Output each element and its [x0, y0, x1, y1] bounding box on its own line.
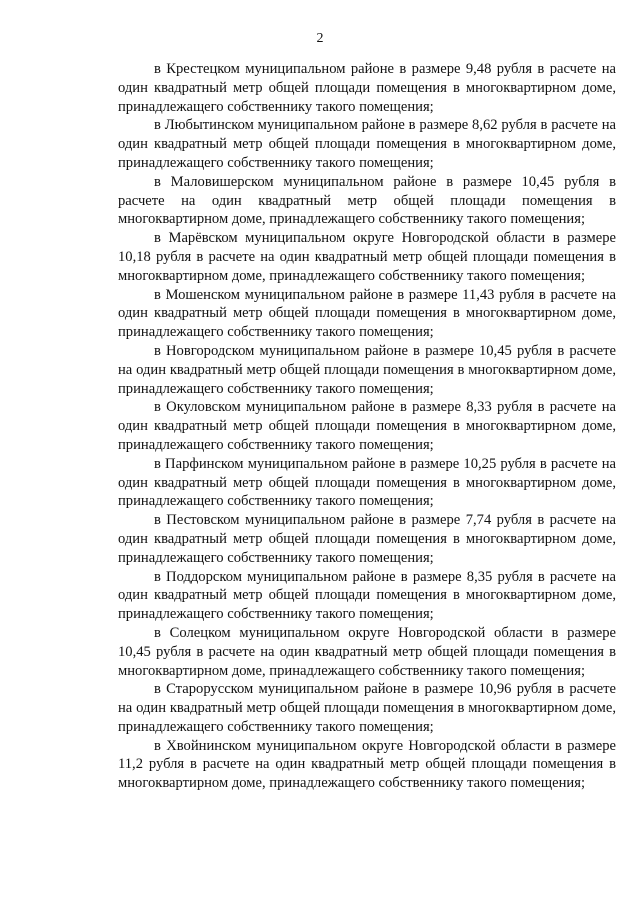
paragraph-moshensky: в Мошенском муниципальном районе в размере 11,43 рубля в расчете на один квадратный метр общей площади помещения в многоквартирном доме, принадлежащего собственнику такого помещения; — [118, 286, 616, 341]
paragraph-poddorsky: в Поддорском муниципальном районе в размере 8,35 рубля в расчете на один квадратный метр общей площади помещения в многоквартирном доме, принадлежащего собственнику такого помещения; — [118, 568, 616, 623]
paragraph-marevsky: в Марёвском муниципальном округе Новгородской области в размере 10,18 рубля в расчете на один квадратный метр общей площади помещения в многоквартирном доме, принадлежащего собственнику такого помещения; — [118, 230, 616, 284]
paragraph-lyubytinsky: в Любытинском муниципальном районе в размере 8,62 рубля в расчете на один квадратный метр общей площади помещения в многоквартирном доме, принадлежащего собственнику такого помещения; — [118, 117, 616, 171]
paragraph-novgorodsky: в Новгородском муниципальном районе в размере 10,45 рубля в расчете на один квадратный метр общей площади помещения в многоквартирном доме, принадлежащего собственнику такого помещения; — [118, 342, 616, 397]
paragraph-soletsky: в Солецком муниципальном округе Новгородской области в размере 10,45 рубля в расчете на один квадратный метр общей площади помещения в многоквартирном доме, принадлежащего собственнику такого помещения; — [118, 624, 616, 679]
document-body — [118, 60, 616, 793]
paragraph-krestetsky: в Крестецком муниципальном районе в размере 9,48 рубля в расчете на один квадратный метр общей площади помещения в многоквартирном доме, принадлежащего собственнику такого помещения; — [118, 61, 616, 115]
paragraph-malovishersky: в Маловишерском муниципальном районе в размере 10,45 рубля в расчете на один квадратный метр общей площади помещения в многоквартирном доме, принадлежащего собственнику такого помещения; — [118, 173, 616, 228]
paragraph-pestovsky: в Пестовском муниципальном районе в размере 7,74 рубля в расчете на один квадратный метр общей площади помещения в многоквартирном доме, принадлежащего собственнику такого помещения; — [118, 512, 616, 566]
paragraph-khvoyninsky: в Хвойнинском муниципальном округе Новгородской области в размере 11,2 рубля в расчете на один квадратный метр общей площади помещения в многоквартирном доме, принадлежащего собственнику такого помещения; — [118, 737, 616, 792]
paragraph-parfinsky: в Парфинском муниципальном районе в размере 10,25 рубля в расчете на один квадратный метр общей площади помещения в многоквартирном доме, принадлежащего собственнику такого помещения; — [118, 455, 616, 510]
paragraph-starorussky: в Старорусском муниципальном районе в размере 10,96 рубля в расчете на один квадратный метр общей площади помещения в многоквартирном доме, принадлежащего собственнику такого помещения; — [118, 681, 616, 735]
page-number: 2 — [316, 31, 324, 46]
paragraph-okulovsky: в Окуловском муниципальном районе в размере 8,33 рубля в расчете на один квадратный метр общей площади помещения в многоквартирном доме, принадлежащего собственнику такого помещения; — [118, 399, 616, 453]
